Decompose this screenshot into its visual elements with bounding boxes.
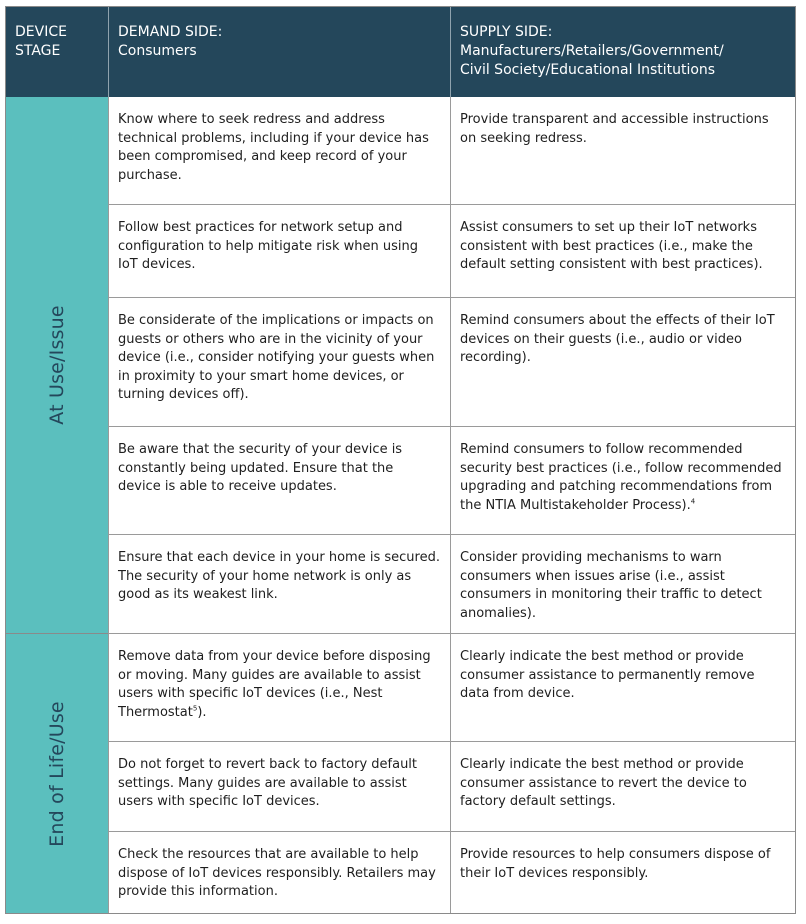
supply-cell-3: Remind consumers about the effects of their IoT devices on their guests (i.e., audio or video recording). [450, 297, 795, 426]
demand-cell-6-text-end: ). [197, 704, 207, 720]
supply-cell-4 [450, 426, 795, 534]
demand-cell-7: Do not forget to revert back to factory default settings. Many guides are available to assist users with specific IoT devices. [108, 741, 450, 831]
demand-cell-1: Know where to seek redress and address technical problems, including if your device has been compromised, and keep record of your purchase. [108, 97, 450, 204]
header-supply-line3: Civil Society/Educational Institutions [460, 62, 716, 78]
stage-at-use [6, 97, 108, 633]
stage-end-of-life-label: End of Life/Use [46, 700, 68, 847]
demand-cell-6-text: Remove data from your device before disposing or moving. Many guides are available to assist users with specific IoT devices (i.e., Nest Thermostat [118, 649, 431, 720]
header-supply-line1: SUPPLY SIDE: [460, 24, 553, 40]
demand-cell-3: Be considerate of the implications or impacts on guests or others who are in the vicinity of your device (i.e., consider notifying your guests when in proximity to your smart home devices, or turning devices off). [108, 297, 450, 426]
header-stage-line2: STAGE [15, 43, 61, 59]
header-demand-line1: DEMAND SIDE: [118, 24, 223, 40]
footnote-4: 4 [690, 497, 696, 506]
supply-cell-7: Clearly indicate the best method or provide consumer assistance to revert the device to factory default settings. [450, 741, 795, 831]
demand-cell-6 [108, 633, 450, 741]
supply-cell-4-text: Remind consumers to follow recommended security best practices (i.e., follow recommended upgrading and patching recommendations from the NTIA Multistakeholder Process). [460, 442, 782, 513]
header-demand-line2: Consumers [118, 43, 197, 59]
supply-cell-1: Provide transparent and accessible instructions on seeking redress. [450, 97, 795, 204]
supply-cell-8: Provide resources to help consumers dispose of their IoT devices responsibly. [450, 831, 795, 913]
header-supply-line2: Manufacturers/Retailers/Government/ [460, 43, 724, 59]
supply-cell-6: Clearly indicate the best method or provide consumer assistance to permanently remove data from device. [450, 633, 795, 741]
demand-cell-8: Check the resources that are available to help dispose of IoT devices responsibly. Retailers may provide this information. [108, 831, 450, 913]
stage-at-use-label: At Use/Issue [46, 305, 68, 425]
supply-cell-2: Assist consumers to set up their IoT networks consistent with best practices (i.e., make the default setting consistent with best practices). [450, 204, 795, 297]
header-stage-line1: DEVICE [15, 24, 67, 40]
header-supply-side [450, 7, 795, 97]
demand-cell-2: Follow best practices for network setup and configuration to help mitigate risk when using IoT devices. [108, 204, 450, 297]
responsibility-table [5, 6, 796, 914]
supply-cell-5: Consider providing mechanisms to warn consumers when issues arise (i.e., assist consumers in monitoring their traffic to detect anomalies). [450, 534, 795, 633]
demand-cell-4: Be aware that the security of your device is constantly being updated. Ensure that the device is able to receive updates. [108, 426, 450, 534]
header-demand-side [108, 7, 450, 97]
footnote-5: 5 [192, 704, 198, 713]
header-device-stage [6, 7, 108, 97]
demand-cell-5: Ensure that each device in your home is secured. The security of your home network is only as good as its weakest link. [108, 534, 450, 633]
stage-end-of-life [6, 633, 108, 913]
